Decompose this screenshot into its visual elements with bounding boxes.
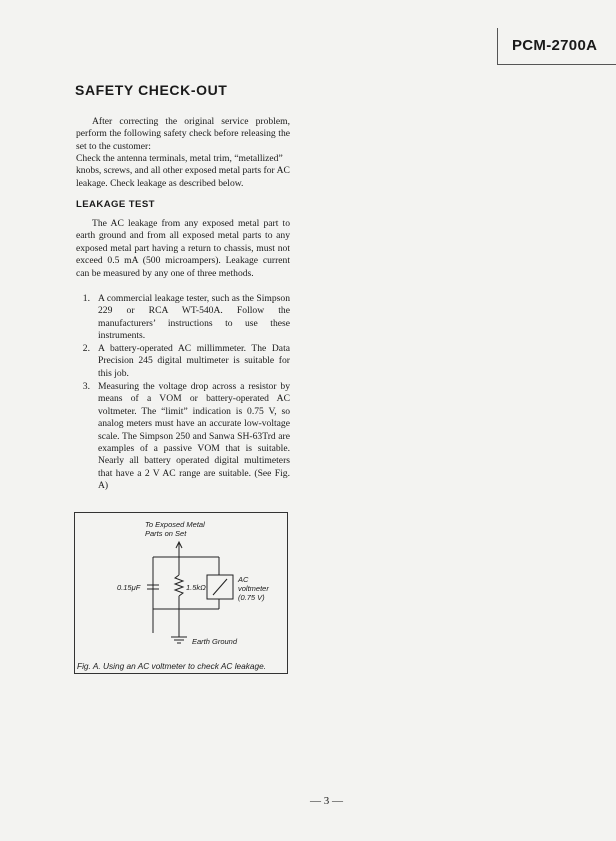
figure-top-label-line-2: Parts on Set [145, 529, 187, 538]
list-item [76, 343, 290, 381]
list-item-text: A battery-operated AC millimmeter. The Data Precision 245 digital multimeter is suitable for this job. [98, 343, 290, 379]
list-item [76, 293, 290, 342]
figure-top-label-line-1: To Exposed Metal [145, 520, 205, 529]
leakage-paragraph: The AC leakage from any exposed metal part to earth ground and from all exposed metal parts to any exposed metal part having a return to chassis, must not exceed 0.5 mA (500 microampers). Leakage current can be measured by any one of three methods. [76, 218, 290, 279]
figure-caption: Fig. A. Using an AC voltmeter to check AC leakage. [77, 661, 267, 671]
capacitor-label: 0.15μF [117, 583, 141, 592]
figure-a [74, 512, 288, 674]
meter-label-line-1: AC [238, 575, 249, 584]
safety-check: Check the antenna terminals, metal trim, “metallized” knobs, screws, and all other exposed metal parts for AC leakage. Check leakage as described below. [76, 153, 290, 189]
list-item-number: 2. [82, 343, 90, 354]
page-number: — 3 — [310, 795, 343, 807]
model-number: PCM-2700A [512, 37, 598, 54]
list-item-number: 1. [82, 293, 90, 304]
list-item-text: A commercial leakage tester, such as the Simpson 229 or RCA WT-540A. Follow the manufacturers’ instructions to use these instruments. [98, 293, 290, 342]
list-item-text: Measuring the voltage drop across a resistor by means of a VOM or battery-operated AC voltmeter. The “limit” indication is 0.75 V, so analog meters must have an accurate low-voltage scale. The Simpson 250 and Sanwa SH-63Trd are examples of a passive VOM that is suitable. Nearly all battery operated digital multimeters that have a 2 V AC range are suitable. (See Fig. A) [98, 381, 290, 492]
ground-label: Earth Ground [192, 637, 238, 646]
list-item [76, 381, 290, 493]
meter-label-line-3: (0.75 V) [238, 593, 265, 602]
resistor-label: 1.5kΩ [186, 583, 206, 592]
meter-label-line-2: voltmeter [238, 584, 269, 593]
safety-intro: After correcting the original service problem, perform the following safety check before releasing the set to the customer: [76, 116, 290, 152]
list-item-number: 3. [82, 381, 90, 392]
safety-title: SAFETY CHECK-OUT [75, 82, 228, 98]
leakage-title: LEAKAGE TEST [76, 199, 155, 210]
